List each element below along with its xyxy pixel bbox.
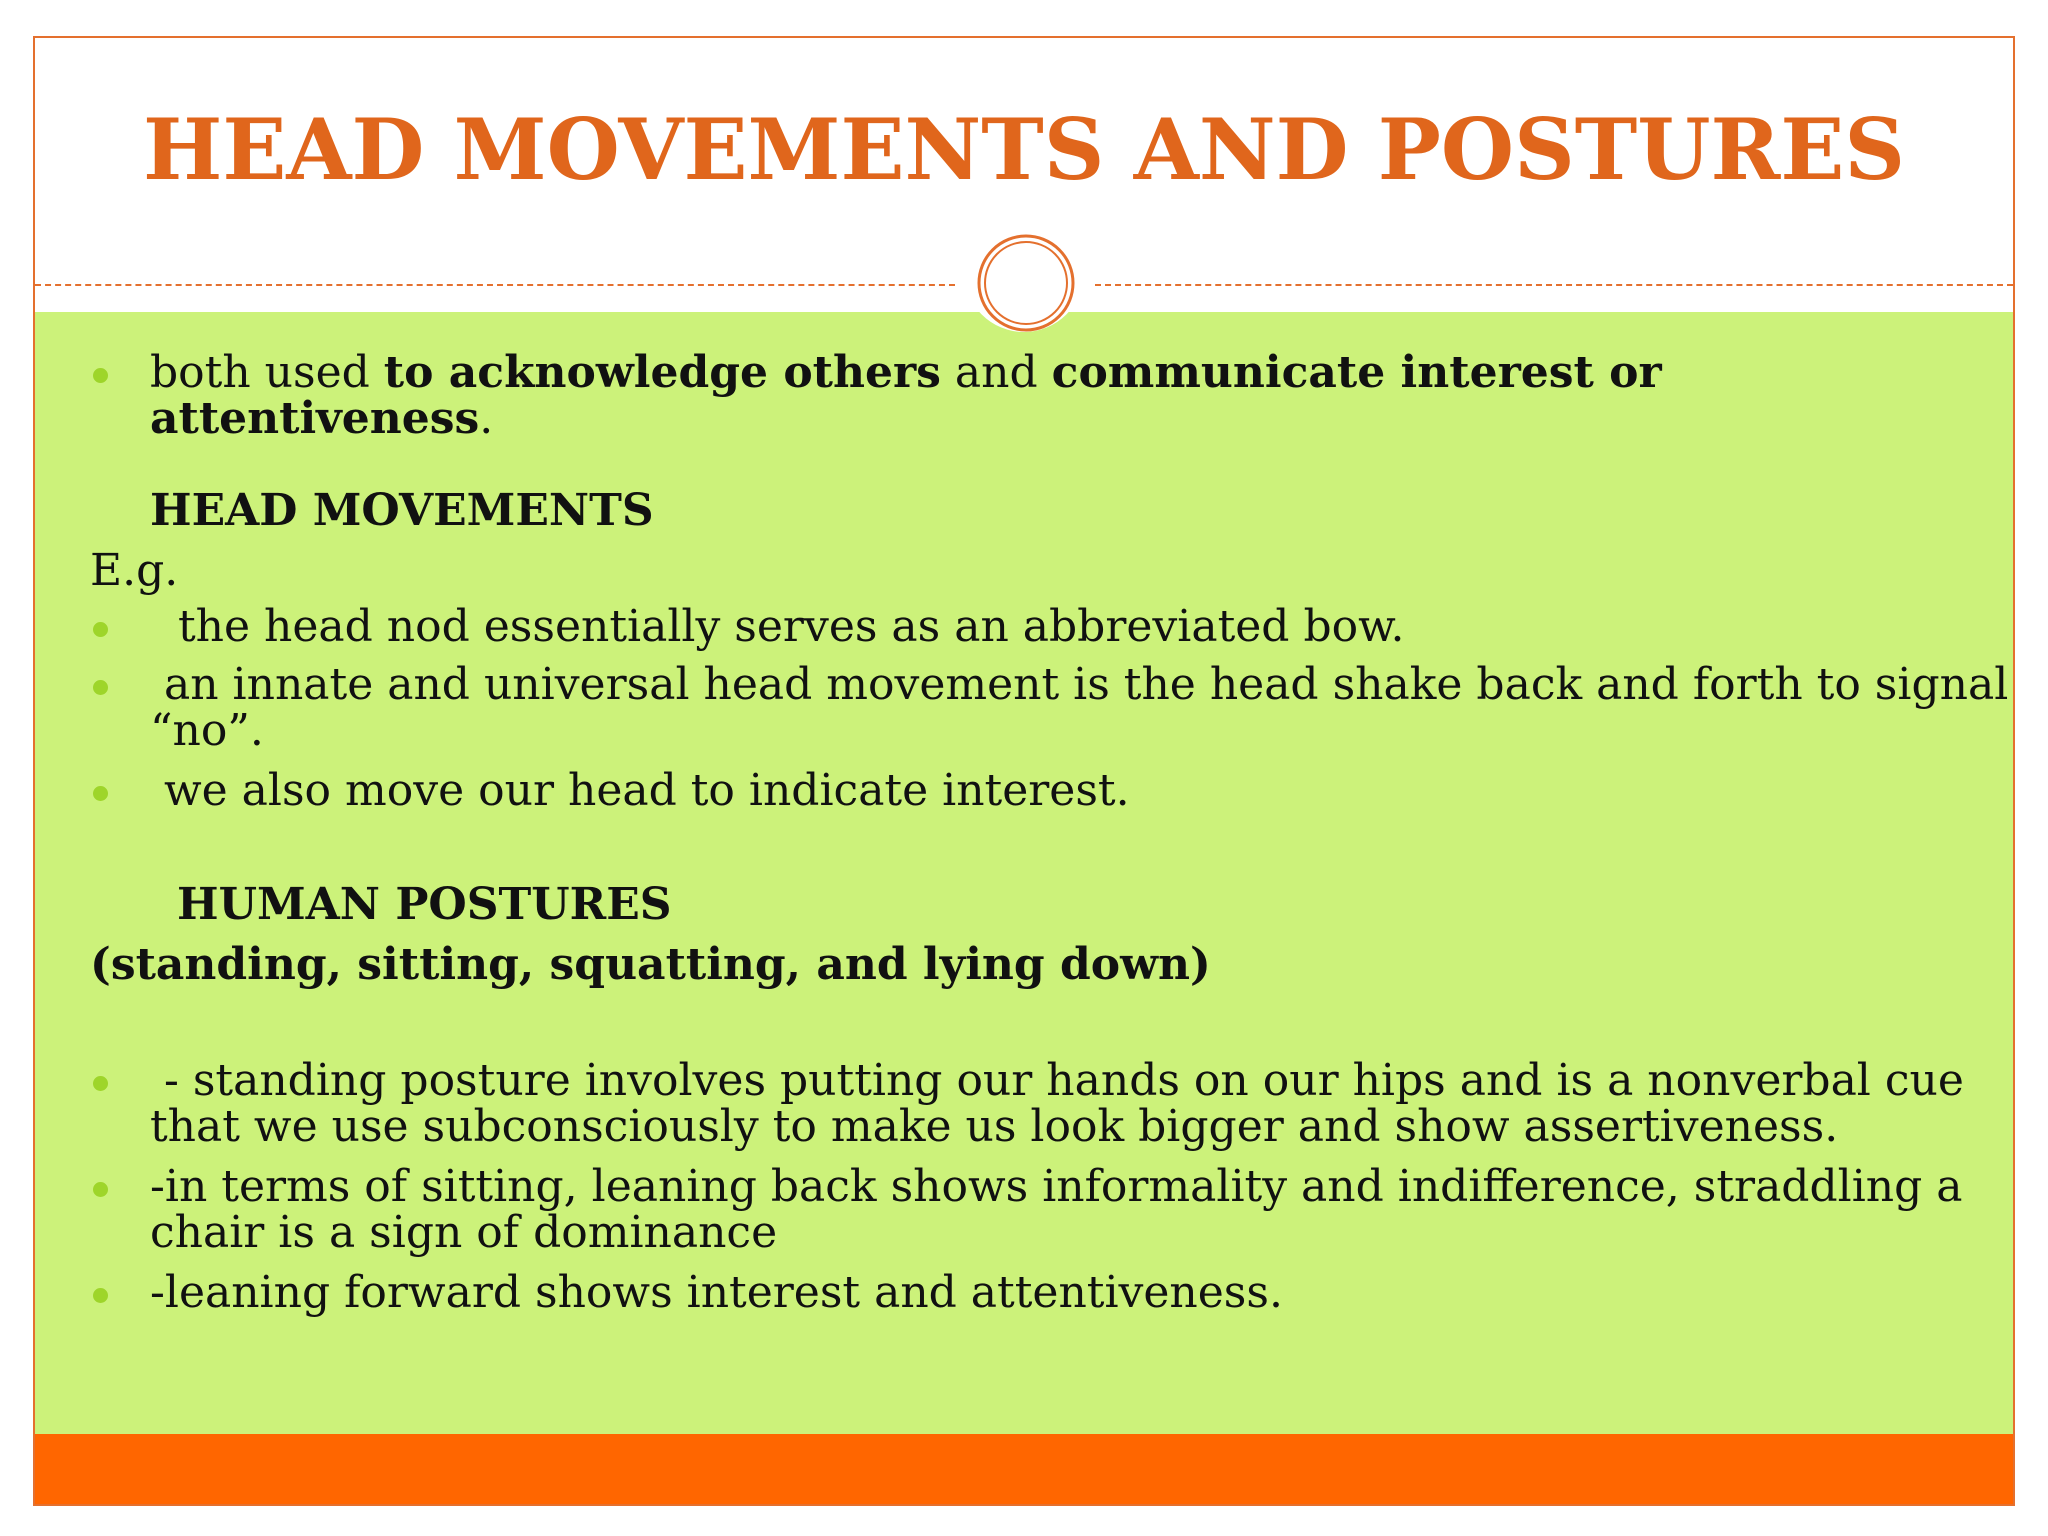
- head-movements-heading: HEAD MOVEMENTS: [150, 485, 654, 536]
- intro-text: both used: [150, 347, 384, 398]
- intro-emphasis: attentiveness: [150, 393, 480, 444]
- posture-item-2-line-2: chair is a sign of dominance: [150, 1207, 778, 1258]
- posture-item-1-line-1: - standing posture involves putting our hands on our hips and is a nonverbal cue: [150, 1055, 1964, 1106]
- intro-text: and: [940, 347, 1052, 398]
- bullet-icon: [93, 680, 108, 695]
- human-postures-heading: HUMAN POSTURES: [177, 879, 672, 930]
- head-item-2-line-1: an innate and universal head movement is the head shake back and forth to signal: [150, 659, 2009, 710]
- bullet-icon: [93, 368, 108, 383]
- head-item-3: we also move our head to indicate interest.: [150, 765, 1130, 816]
- title-divider-right: [1095, 284, 2013, 286]
- posture-item-3: -leaning forward shows interest and attentiveness.: [150, 1267, 1283, 1318]
- posture-item-1-line-2: that we use subconsciously to make us look bigger and show assertiveness.: [150, 1101, 1839, 1152]
- intro-text: .: [479, 393, 494, 444]
- bottom-accent-bar: [35, 1434, 2013, 1504]
- bullet-icon: [93, 1182, 108, 1197]
- intro-line-1: [150, 347, 1662, 398]
- slide-title: HEAD MOVEMENTS AND POSTURES: [142, 100, 1906, 199]
- intro-emphasis: to acknowledge others: [383, 347, 941, 398]
- content-panel: [35, 312, 2013, 1434]
- head-item-1: the head nod essentially serves as an abbreviated bow.: [150, 601, 1405, 652]
- bullet-icon: [93, 1288, 108, 1303]
- eg-label: E.g.: [90, 545, 179, 596]
- head-item-2-line-2: “no”.: [150, 705, 264, 756]
- intro-emphasis: communicate interest or: [1051, 347, 1662, 398]
- intro-line-2: [150, 393, 494, 444]
- circle-emblem-icon: [975, 232, 1077, 334]
- human-postures-subheading: (standing, sitting, squatting, and lying down): [90, 939, 1211, 990]
- title-divider-left: [35, 284, 955, 286]
- posture-item-2-line-1: -in terms of sitting, leaning back shows informality and indifference, straddling a: [150, 1161, 1963, 1212]
- bullet-icon: [93, 1076, 108, 1091]
- bullet-icon: [93, 622, 108, 637]
- bullet-icon: [93, 786, 108, 801]
